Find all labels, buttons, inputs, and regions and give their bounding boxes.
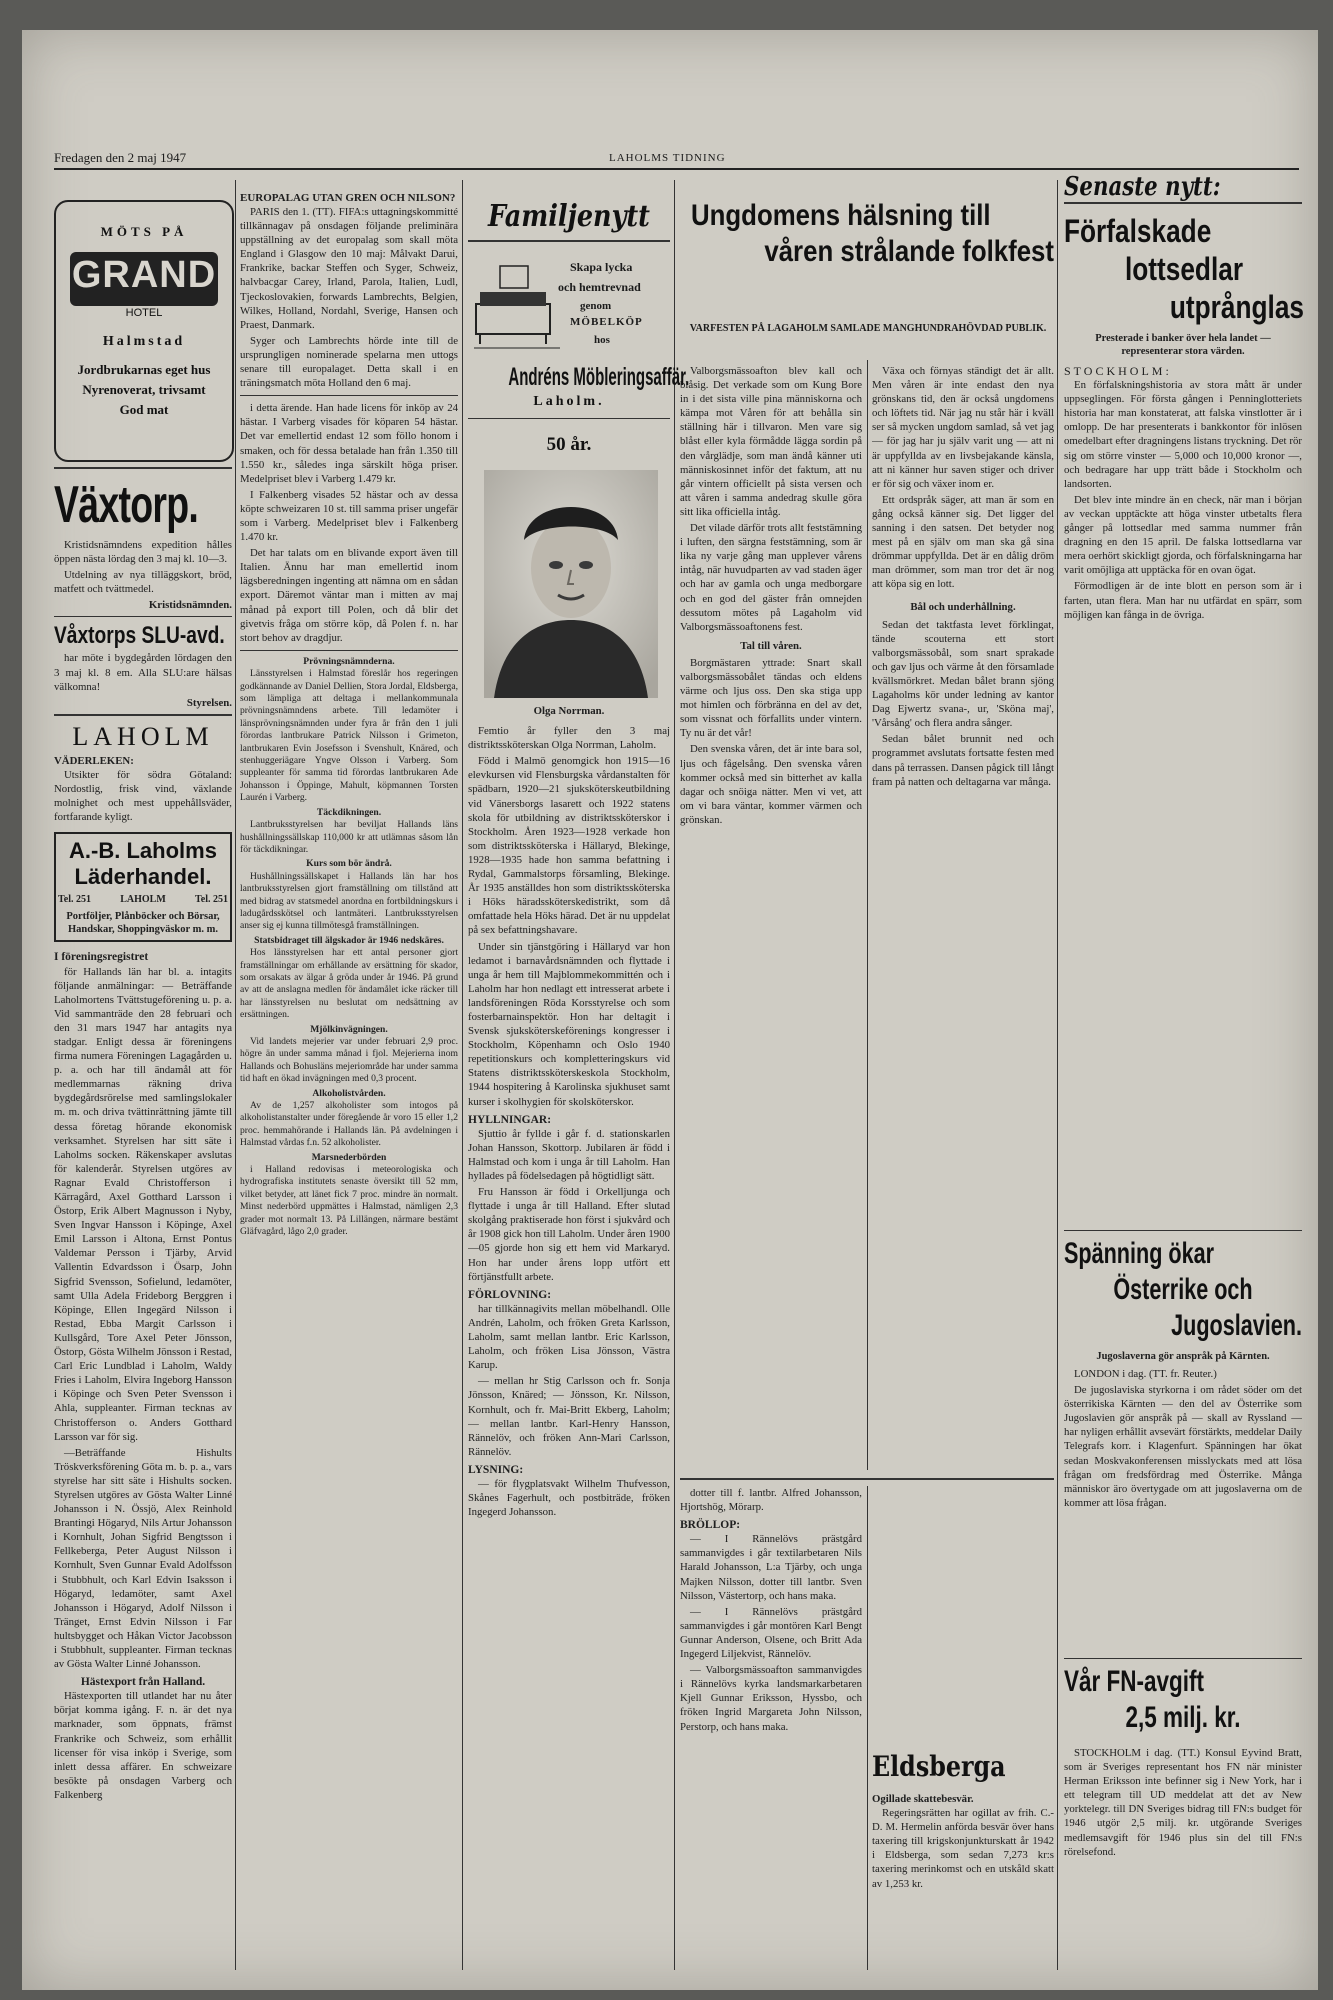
divider xyxy=(1064,1230,1302,1231)
fn-heading-2: 2,5 milj. kr. xyxy=(1125,1701,1241,1734)
tackdikningen-heading: Täckdikningen. xyxy=(316,806,382,818)
mjolkinvagningen-heading: Mjölkinvägningen. xyxy=(310,1023,388,1035)
column-rule-5 xyxy=(1057,180,1058,1970)
familjenytt-heading: Familjenytt xyxy=(488,199,650,234)
column-3-text xyxy=(468,704,670,1977)
small-notices xyxy=(240,656,458,1239)
forfalskade-heading-1: Förfalskade xyxy=(1064,213,1212,249)
hastexport-continued: i detta ärende. Han hade licens för inköp av 24 hästar. I Varberg visades för köparen 54 hästar. Det var emellertid endast 12 som föllo honom i smaken, och för dessa betalade han från 1.350 till 1.550 kr., således inga särskilt höga priser. Medelpriset blev i Varberg 1.479 kr. xyxy=(240,402,458,485)
forfalskade-heading-2: lottsedlar xyxy=(1124,251,1244,287)
bal-text-2: Sedan bålet brunnit ned och programmet avslutats fortsatte festen med dans på terrassen. Dansen pågick till långt fram på natten och deltagarna var många. xyxy=(872,733,1054,788)
slu-signature: Styrelsen. xyxy=(186,696,232,709)
column-rule-4 xyxy=(867,360,868,1470)
olga-text: Femtio år fyller den 3 maj distriktssköterskan Olga Norrman, Laholm. xyxy=(468,725,670,752)
laderhandel-line1: A.-B. Laholms xyxy=(69,838,217,864)
forlovning-text: har tillkännagivits mellan möbelhandl. Olle Andrén, Laholm, och fröken Greta Karlsson, Laholm, samt mellan lantbr. Eric Karlsson, Laholm, och fröken Lisa Jönsson, Västra Karup. xyxy=(468,1302,670,1372)
grand-ad-line1: Jordbrukarnas eget hus xyxy=(77,362,211,377)
statsbidraget-heading: Statsbidraget till älgskador är 1946 nedskäres. xyxy=(254,934,444,946)
speech-text: Växa och förnyas ständigt det är allt. Men våren är inte endast den nya grönskans tid, den är också ungdomens och löftets tid. När jag nu står här i kväll ser så mycken ungdom samlad, så vet jag — för jag har ju själv varit ung — att ni är uppfyllda av en livsbejakande känsla, att ni känner hur saven stiger och driver er för sig och växer inom er. xyxy=(872,365,1054,490)
fn-heading-1: Vår FN-avgift xyxy=(1064,1665,1205,1698)
tal-heading: Tal till våren. xyxy=(740,639,802,652)
column-1-text xyxy=(54,538,232,1978)
main-headline-line2: våren strålande folkfest xyxy=(764,235,1054,268)
alkoholistvarden-heading: Alkoholistvården. xyxy=(312,1087,386,1099)
vaxtorp-text: Kristidsnämndens expedition hålles öppen nästa lördag den 3 maj kl. 10—3. xyxy=(54,539,232,566)
andrens-mobleringsaffar: Andréns Möbleringsaffär. xyxy=(508,363,690,391)
forfalskade-text-2: Det blev inte mindre än en check, när man i början av veckan upptäckte att höga vinster utbetalts flera gånger på lottsedlar med samma nummer från dragning en den 15 april. De falska lottsedlarna var mera oerhört skickligt gjorda, och förfalskningarna har varit omöjliga att upptäcka för en ovan ögat. xyxy=(1064,493,1302,577)
europalag-heading: EUROPALAG UTAN GREN OCH NILSON? xyxy=(240,192,456,204)
forfalskade-text-3: Förmodligen är de inte blott en person som är i farten, utan flera. Man har nu utfärdat en spärr, som möjligen kan fånga in de övriga. xyxy=(1064,580,1302,621)
main-text-2: Det vilade därför trots allt feststämning i luften, den särgna feststämning, som är lika ny varje gång man upplever vårens intåg, när huvudparten av vad staden äger och har av gamla och unga medborgare och en god del gäster från omnejden dessutom mötes på Lagaholm vid Valborgsmässoaftonens fest. xyxy=(680,522,862,633)
mjolkinvagningen-text: Vid landets mejerier var under februari 2,9 proc. högre än under samma månad i fjol. Mejerierna inom Hallands och Bohusläns mejeriområde har under samma tid haft en ökad invägningen med 0,3 procent. xyxy=(240,1036,458,1085)
column-rule-1 xyxy=(235,180,236,1970)
kurs-heading: Kurs som bör ändrå. xyxy=(306,858,392,870)
provningsnamnderna-heading: Prövningsnämnderna. xyxy=(303,655,395,667)
fn-text-block xyxy=(1064,1746,1302,1974)
main-subheadline: VARFESTEN PÅ LAGAHOLM SAMLADE MANGHUNDRAHÖVDAD PUBLIK. xyxy=(689,323,1047,334)
brollop-text-3: — Valborgsmässoafton sammanvigdes i Rännelövs kyrka landsmarkarbetaren Kjell Gunnar Eriksson, Hyssbo, och fröken Ingrid Margareta John Nilsson, Perstorp, och hans maka. xyxy=(680,1664,862,1733)
marsnederborden-heading: Marsnederbörden xyxy=(311,1151,387,1163)
senaste-nytt-heading: Senaste nytt: xyxy=(1064,172,1221,202)
divider xyxy=(468,418,670,419)
column-5-text xyxy=(872,364,1054,1470)
column-4-text xyxy=(680,364,862,1470)
laholm-heading: LAHOLM xyxy=(72,721,214,751)
brollop-heading: BRÖLLOP: xyxy=(680,1519,741,1532)
divider xyxy=(54,467,232,469)
grand-ad-city: Halmstad xyxy=(102,334,186,349)
grand-logo xyxy=(70,252,218,306)
forfalskade-subheading: Presterade i banker över hela landet — representerar stora värden. xyxy=(1095,333,1271,357)
hastexport-continued-2: I Falkenberg visades 52 hästar och av dessa köpte schweizaren 10 st. till samma priser ungefär som i Varberg. Medelpriset blev i Falkenberg 1.470 kr. xyxy=(240,488,458,544)
london-dateline: LONDON i dag. (TT. fr. Reuter.) xyxy=(1074,1368,1217,1380)
speech-text-2: Ett ordspråk säger, att man är som en gång också känner sig. Det ligger del sanning i den satsen. Det betyder nog mest på en själv om man ska gå sina drömmar uppfyllda. Det är en dålig dröm man drömmer, som man tror det är nog att köpa sig en lott. xyxy=(872,493,1054,591)
spanning-heading-1: Spänning ökar xyxy=(1064,1237,1215,1270)
hyllningar-heading: HYLLNINGAR: xyxy=(468,1113,552,1126)
forlovning-heading: FÖRLOVNING: xyxy=(468,1288,552,1301)
laholms-laderhandel-ad xyxy=(54,832,232,942)
ogillade-text: Regeringsrätten har ogillat av frih. C.-D. M. Hermelin anförda besvär över hans taxering till krigskonjunkturskatt år 1942 i Eldsberga, som sedan 7,273 kr:s taxering merinkomst och en utskåld skatt av 1,253 kr. xyxy=(872,1807,1054,1890)
eldsberga-text-block xyxy=(872,1792,1054,1972)
kurs-text: Hushållningssällskapet i Hallands län har hos lantbruksstyrelsen gjort framställning om tillstånd att med bidrag av statsmedel anordna en fortbildningskurs i ladugårdsskötsel och lantmäteri. Lantbruksstyrelsen anser sig ej kunna tillmötesgå framställningen. xyxy=(240,870,458,932)
slu-text: har möte i bygdegården lördagen den 3 maj kl. 8 em. Alla SLU:are hälsas välkomna! xyxy=(54,652,232,693)
grand-logo-text: GRAND xyxy=(71,254,217,296)
divider xyxy=(54,714,232,716)
column-rule-2 xyxy=(462,180,463,1970)
andrens-town: Laholm. xyxy=(533,394,605,409)
ogillade-heading: Ogillade skattebesvär. xyxy=(872,1793,974,1805)
divider xyxy=(680,1478,1054,1480)
hyllningar-text-2: Fru Hansson är född i Orkelljunga och flyttade i unga år till Halland. Efter slutad skolgång praktiserade hon först i sjukvård och år 1908 gick hon till Laholm. Under åren 1900—05 gjorde hon sig ett hem vid Markaryd. Hon har under årens lopp utfört ett förtjänstfullt arbete. xyxy=(468,1186,670,1283)
column-4-lower-text xyxy=(680,1486,862,1976)
laderhandel-products: Portföljer, Plånböcker och Börsar, Handskar, Shoppingväskor m. m. xyxy=(66,911,220,936)
divider xyxy=(240,650,458,651)
forfalskade-heading-3: utprånglas xyxy=(1169,289,1304,325)
spanning-heading-3: Jugoslavien. xyxy=(1171,1309,1302,1342)
column-rule-4b xyxy=(867,1486,868,1970)
stockholm-dateline: STOCKHOLM: xyxy=(1064,364,1172,378)
vaxtorp-signature: Kristidsnämnden. xyxy=(148,599,232,612)
grand-ad-hotel: HOTEL xyxy=(125,307,163,319)
hastexport-text: Hästexporten till utlandet har nu åter börjat komma igång. F. n. är det nya marknader, som öppnats, främst Frankrike och Schweiz, som erhållit licenser för visa inköp i Sverige, som inlett dessa affärer. En schweizare besökte på onsdagen Varberg och Falkenberg xyxy=(54,1690,232,1801)
vaderleken-text: Utsikter för södra Götaland: Nordostlig, frisk vind, växlande molnighet och mest uppehållsväder, fortfarande kyligt. xyxy=(54,768,232,824)
olga-text-3: Under sin tjänstgöring i Hällaryd var hon ledamot i barnavårdsnämnden och flyttade i unga år hem till Majblommekommittén och i Laholm har hon nedlagt ett intresserat arbete i landsföreningen Röda Korsstyrelse och som fosterbarnainspektör. Hon har deltagit i Svensk sjuksköterskeförenings kongresser i Stockholm, Köpenhamn och Oslo 1940 repetitionskurs och kompletteringskurs vid Statens distriktssköterskeskola Stockholm, 1944 hospitering å Karolinska sjukhuset samt kurser i skolhygien för skolsköterskor. xyxy=(468,940,670,1108)
laderhandel-town: LAHOLM xyxy=(120,894,166,906)
header-date: Fredagen den 2 maj 1947 xyxy=(54,150,187,165)
europalag-text: PARIS den 1. (TT). FIFA:s uttagningskommitté tillkännagav på onsdagen följande preliminära uppställning av det europalag som skall möta England i Glasgow den 10 maj: Målvakt Darui, Frankrike, backar Steffen och Syger, Schweiz, halvbacgar Carey, Irland, Parola, Italien, Ludl, Tjeckoslovakien, forwards Lambrechts, Belgien, Wilkes, Holland, Nordahl, Sverige, Hansen och Praest, Danmark. xyxy=(240,206,458,331)
laderhandel-tel-left: Tel. 251 xyxy=(58,894,91,906)
hastexport-heading: Hästexport från Halland. xyxy=(80,1676,206,1689)
tackdikningen-text: Lantbruksstyrelsen har beviljat Hallands läns hushållningssällskap 110,000 kr att utlämnas såsom lån för täckdikningar. xyxy=(240,819,458,855)
jugo-subheading: Jugoslaverna gör anspråk på Kärnten. xyxy=(1096,1351,1270,1362)
grand-ad-mots: MÖTS PÅ xyxy=(100,224,188,239)
spanning-heading-2: Österrike och xyxy=(1113,1273,1253,1306)
divider xyxy=(1064,202,1302,204)
newspaper-page xyxy=(22,30,1318,1990)
senaste-nytt-banner xyxy=(1064,172,1302,202)
column-2-text xyxy=(240,192,458,1977)
ad-mobelkop: MÖBELKÖP xyxy=(570,316,643,328)
vaderleken-label: VÄDERLEKEN: xyxy=(54,754,134,767)
portrait-image xyxy=(484,470,658,698)
photo-caption: Olga Norrman. xyxy=(533,705,605,717)
main-headline-line1: Ungdomens hälsning till xyxy=(691,199,991,232)
hyllningar-text: Sjuttio år fyllde i går f. d. stationskarlen Johan Hansson, Skottorp. Jubilaren är född i Halmstad och kom i unga år till Laholm. Han hyllades på födelsedagen på högtidligt sätt. xyxy=(468,1127,670,1182)
hastexport-continued-3: Det har talats om en blivande export även till Italien. Ännu har man emellertid inom lägsberedningen ingenting att nämna om en sådan export. Däremot väntar man i mitten av maj månad på export till Polen, och då blir det givetvis fråga om större köp, då Polen f. n. har stort behov av dragdjur. xyxy=(240,547,458,644)
column-rule-3 xyxy=(674,180,675,1970)
divider xyxy=(240,395,458,396)
ad-skapa: Skapa lycka xyxy=(570,260,633,274)
bal-heading: Bål och underhållning. xyxy=(910,600,1016,613)
bal-text: Sedan det taktfasta levet förklingat, tände scouterna ett stort valborgsmässobål, som snart sprakade och gav ljus och värme åt den församlade kvällsmörkret. Medan bålet brann sjöng Lagaholms kör under ledning av kantor Dag Ejwertz svana-, ur, 'Sköna maj', 'Vårsång' och flera andra sånger. xyxy=(872,618,1054,730)
vaxtorp-text-2: Utdelning av nya tilläggskort, bröd, matfett och tvättmedel. xyxy=(54,569,232,596)
mobelkop-ad xyxy=(470,252,670,356)
grand-ad-line3: God mat xyxy=(119,402,169,417)
foreningsregistret-text-2: —Beträffande Hishults Tröskverksförening Göta m. b. p. a., vars styrelse har sitt säte i Hishults socken. Styrelsen utgöres av Gösta Walter Linné Johansson i N. Össjö, Alex Reinhold Brantingi Högaryd, Nils Artur Johansson i Kornhult, Johan Sigfrid Bengtsson i Fellkeberga, Peter August Nilsson i Kornhult, Sven Gunnar Evald Adolfsson i Stubbhult, och Karl Edvin Isaksson i Högaryd, ledamöter, samt Axel Johansson i Högaryd, Adolf Nilsson i Tränget, Ernst Edvin Nilsson i Far hultsbygget och Håkan Victor Jacobsson i Stubbhult, suppleanter. Firman tecknas av Gösta Walter Linné Johansson. xyxy=(54,1446,232,1671)
jugoslavien-text-block xyxy=(1064,1350,1302,1650)
slu-heading: Våxtorps SLU-avd. xyxy=(54,622,225,650)
brollop-text: — I Rännelövs prästgård sammanvigdes i går textilarbetaren Nils Harald Johansson, L:a Tjärby, och unga Majken Nilsson, dotter till lantbr. Sven Nilsson, Västertorp, och hans maka. xyxy=(680,1533,862,1602)
column-6-text xyxy=(1064,332,1302,1222)
marsnederborden-text: i Halland redovisas i meteorologiska och hydrografiska institutets senaste översikt till 52 mm, vilket betyder, att länet fick 7 proc. mindre än normalt. Minst nederbörd uppmättes i Halmstad, nämligen 2,3 grader mot normalt 13. På Lillängen, närmare bestämt Gläfvagård, lågo 2,0 grader. xyxy=(240,1164,458,1238)
lower-text: dotter till f. lantbr. Alfred Johansson, Hjortshög, Mörarp. xyxy=(680,1487,862,1514)
olga-norrman-photo xyxy=(484,470,658,698)
fifty-years-heading: 50 år. xyxy=(546,434,592,455)
vaxtorp-heading: Växtorp. xyxy=(54,476,199,534)
header-paper-name: LAHOLMS TIDNING xyxy=(609,152,726,164)
forlovning-text-2: — mellan hr Stig Carlsson och fr. Sonja Jönsson, Knäred; — Jönsson, Kr. Nilsson, Kornhult, och fr. Mai-Britt Ekberg, Laholm; — mellan lantbr. Karl-Henry Hansson, Rännelöv, och fröken Ann-Mari Carlsson, Rännelöv. xyxy=(468,1375,670,1458)
tal-text-2: Den svenska våren, det är inte bara sol, ljus och fågelsång. Den svenska våren kommer också med sin bitterhet av kalla dagar och snöiga nätter. Men vi vet, att om vi bara väntar, kommer värmen och grönskan. xyxy=(680,743,862,826)
lysning-heading: LYSNING: xyxy=(468,1463,524,1476)
foreningsregistret-text: för Hallands län har bl. a. intagits följande anmälningar: — Beträffande Laholmortens Tvättstugeförening u. p. a. Vid sammanträde den 28 februari och den 31 mars 1947 har antagits nya stadgar. Enligt dessa är föreningens firma numera Föreningen Lagagården u. p. a. och har till ändamål att för medlemmarnas räkning driva bygdegårdsrörelse med samlingslokaler m. m. och driva tvättinrättning jämte till dessa företag hörande ekonomisk verksamhet. Styrelsen har sitt säte i Laholms socken. Räkenskaper avslutas för kalenderår. Styrelsen utgöres av Ragnar Evald Christofferson i Kärragård, Axel Gotthard Larsson i Östorp, Erik Albert Magnusson i Nyby, Sven Ingvar Hansson i Köpinge, Axel Emil Larsson i Altona, Ernst Pontus Valdemar Persson i Tjärby, Arvid Vallentin Edvardsson i Ösarp, John Sigfrid Svensson, Sofielund, ledamöter, samt Ulla Adela Frideborg Berggren i Köpinge, Ellen Ingegärd Nilsson i Restad, Ebba Margit Carlsson i Kullsgård, Tore Axel Peter Jönsson, Östorp, Gösta Wilhelm Jönsson i Restad, Carl Eric Lundblad i Laholm, Waldy Fries i Laholm, Elvira Ingeborg Hansson i Köpinge och Sven Peter Svensson i Ahla, suppleanter. Firman tecknas av Christofferson o. Anders Gotthard Larsson var för sig. xyxy=(54,965,232,1443)
grand-hotel-ad xyxy=(54,200,234,462)
alkoholistvarden-text: Av de 1,257 alkoholister som intogos på alkoholistanstalter under föregående år voro 15 eller 1,2 proc. hemmahörande i Hallands län. På avdelningen i Halmstad vårdas f.n. 52 alkoholister. xyxy=(240,1100,458,1149)
divider xyxy=(54,616,232,617)
divider xyxy=(468,240,670,242)
statsbidraget-text: Hos länsstyrelsen har ett antal personer gjort framställningar om erhållande av ersättning för skador, som orsakats av älgar å gröda under år 1946. På grund av att de anslagna medlen för ändamålet icke räcker till har länsstyrelsen nu beslutat om nedsättning av ersättningen. xyxy=(240,947,458,1021)
olga-text-2: Född i Malmö genomgick hon 1915—16 elevkursen vid Flensburgska vårdanstalten för spädbarn, 1920—21 sjuksköterskeutbildning vid Vänersborgs lasarett och 1922 statens skola för utbildning av distriktssköterskor i Stockholm. Åren 1923—1928 verkade hon som distriktssköterska i Hällaryd, Blekinge, 1928—1935 hade hon samma befattning i Rydal, Gammalstorps församling, Blekinge. År 1935 anställdes hon som distriktssköterska i Höks häradssköterskedistrikt, som då omfattade hela Höks härad. Det är nu uppdelat på sex befattningshavare. xyxy=(468,755,670,937)
provningsnamnderna-text: Länsstyrelsen i Halmstad föreslår hos regeringen godkännande av Daniel Dellien, Stora Jordal, Eldsberga, som lämpliga att deltaga i mellankommunala prövningsnämndens arbete. Till ledamöter i länsprövningsnämnden under fyra år från den 1 juli förordas lantbrukare Patrick Nilsson i Grimeton, lantbrukaren Evin Josefsson i Svenshult, Knäred, och stenhuggeriägare Yngve Olsson i Varberg. Som suppleanter för samma tid förordas lantbrukaren Ade Johansson i Öppinge, Mahult, köpmannen Torsten Laurén i Varberg. xyxy=(240,668,458,804)
lysning-text: — för flygplatsvakt Wilhelm Thufvesson, Skånes Fagerhult, och postbiträde, fröken Ingegerd Johansson. xyxy=(468,1477,670,1519)
fn-text: STOCKHOLM i dag. (TT.) Konsul Eyvind Bratt, som är Sveriges representant hos FN när minister Herman Eriksson inte befinner sig i New York, har i ett telegram till UD meddelat att det av New yorktelegr. till DN Sveriges bidrag till FN:s budget för 1946 utgör 2,5 milj. kr. utgörande Sveriges medlemsavgift för 1946 plus sin del till FN:s rörelsefond. xyxy=(1064,1747,1302,1858)
europalag-text-2: Syger och Lambrechts hörde inte till de ursprungligen nominerade spelarna men uttogs senare till europalaget. Detta skall i en träningsmatch möta Holland den 6 maj. xyxy=(240,334,458,390)
jugo-text: De jugoslaviska styrkorna i om rådet söder om det österrikiska Kärnten — den del av Österrike som Jugoslavien gör anspråk på — skall av Ryssland — har nyligen erhållit avsevärt förstärkts, meddelar Daily Telegrafs korr. i Klagenfurt. Spänningen har ökat sedan Moskvakonferensen misslyckats med att lösa frågan om fredsfördrag med Österrike. Många människor äro övertygade om att jugoslaverna om de kommer att lösa frågan. xyxy=(1064,1384,1302,1509)
ad-och: och hemtrevnad xyxy=(558,280,641,294)
ad-genom: genom xyxy=(580,300,612,312)
laderhandel-tel-right: Tel. 251 xyxy=(195,894,228,906)
eldsberga-heading: Eldsberga xyxy=(872,1750,1006,1783)
ad-hos: hos xyxy=(594,334,610,346)
laderhandel-line2: Läderhandel. xyxy=(74,864,212,890)
grand-ad-line2: Nyrenoverat, trivsamt xyxy=(82,382,206,397)
header-rule xyxy=(54,168,1299,170)
divider xyxy=(1064,1658,1302,1659)
laderhandel-tel-row xyxy=(58,893,228,907)
main-text: Valborgsmässoafton blev kall och blåsig. Det verkade som om Kung Bore in i det sista ville pina människorna och kämpa mot Våren för att behålla sin ställning här i tillvaron. Men vare sig blåst eller kyla förmådde lägga sordin på den vårglädje, som man ändå känner uti människosinnet inför det faktum, att nu går vintern officiellt på sista versen och att våren i samma andedrag skulle göra sitt lika officiella intåg. xyxy=(680,365,862,518)
foreningsregistret-heading: I föreningsregistret xyxy=(54,951,149,964)
tal-text: Borgmästaren yttrade: Snart skall valborgsmässobålet tändas och eldens värme och ljus oss. Den ska stiga upp mot himlen och förbränna en del av det, som vissnat och förfallits under vintern. Ty nu är det vår! xyxy=(680,656,862,740)
brollop-text-2: — I Rännelövs prästgård sammanvigdes i går montören Karl Bengt Gunnar Anderson, Olsene, och Britt Ada Ingegerd Liljekvist, Rännelöv. xyxy=(680,1605,862,1661)
forfalskade-text: En förfalskningshistoria av stora mått är under uppseglingen. För första gången i Penninglotteriets historia har man konstaterat, att falska vinstlotter är i omlopp. De har presenterats i bankkontor för inlösen omedelbart efter dragningens listans tryckning. Det rör sig om större vinster — 5,000 och 10,000 kronor —, och bedragare har upp trätt både i Stockholm och landsorten. xyxy=(1064,379,1302,490)
